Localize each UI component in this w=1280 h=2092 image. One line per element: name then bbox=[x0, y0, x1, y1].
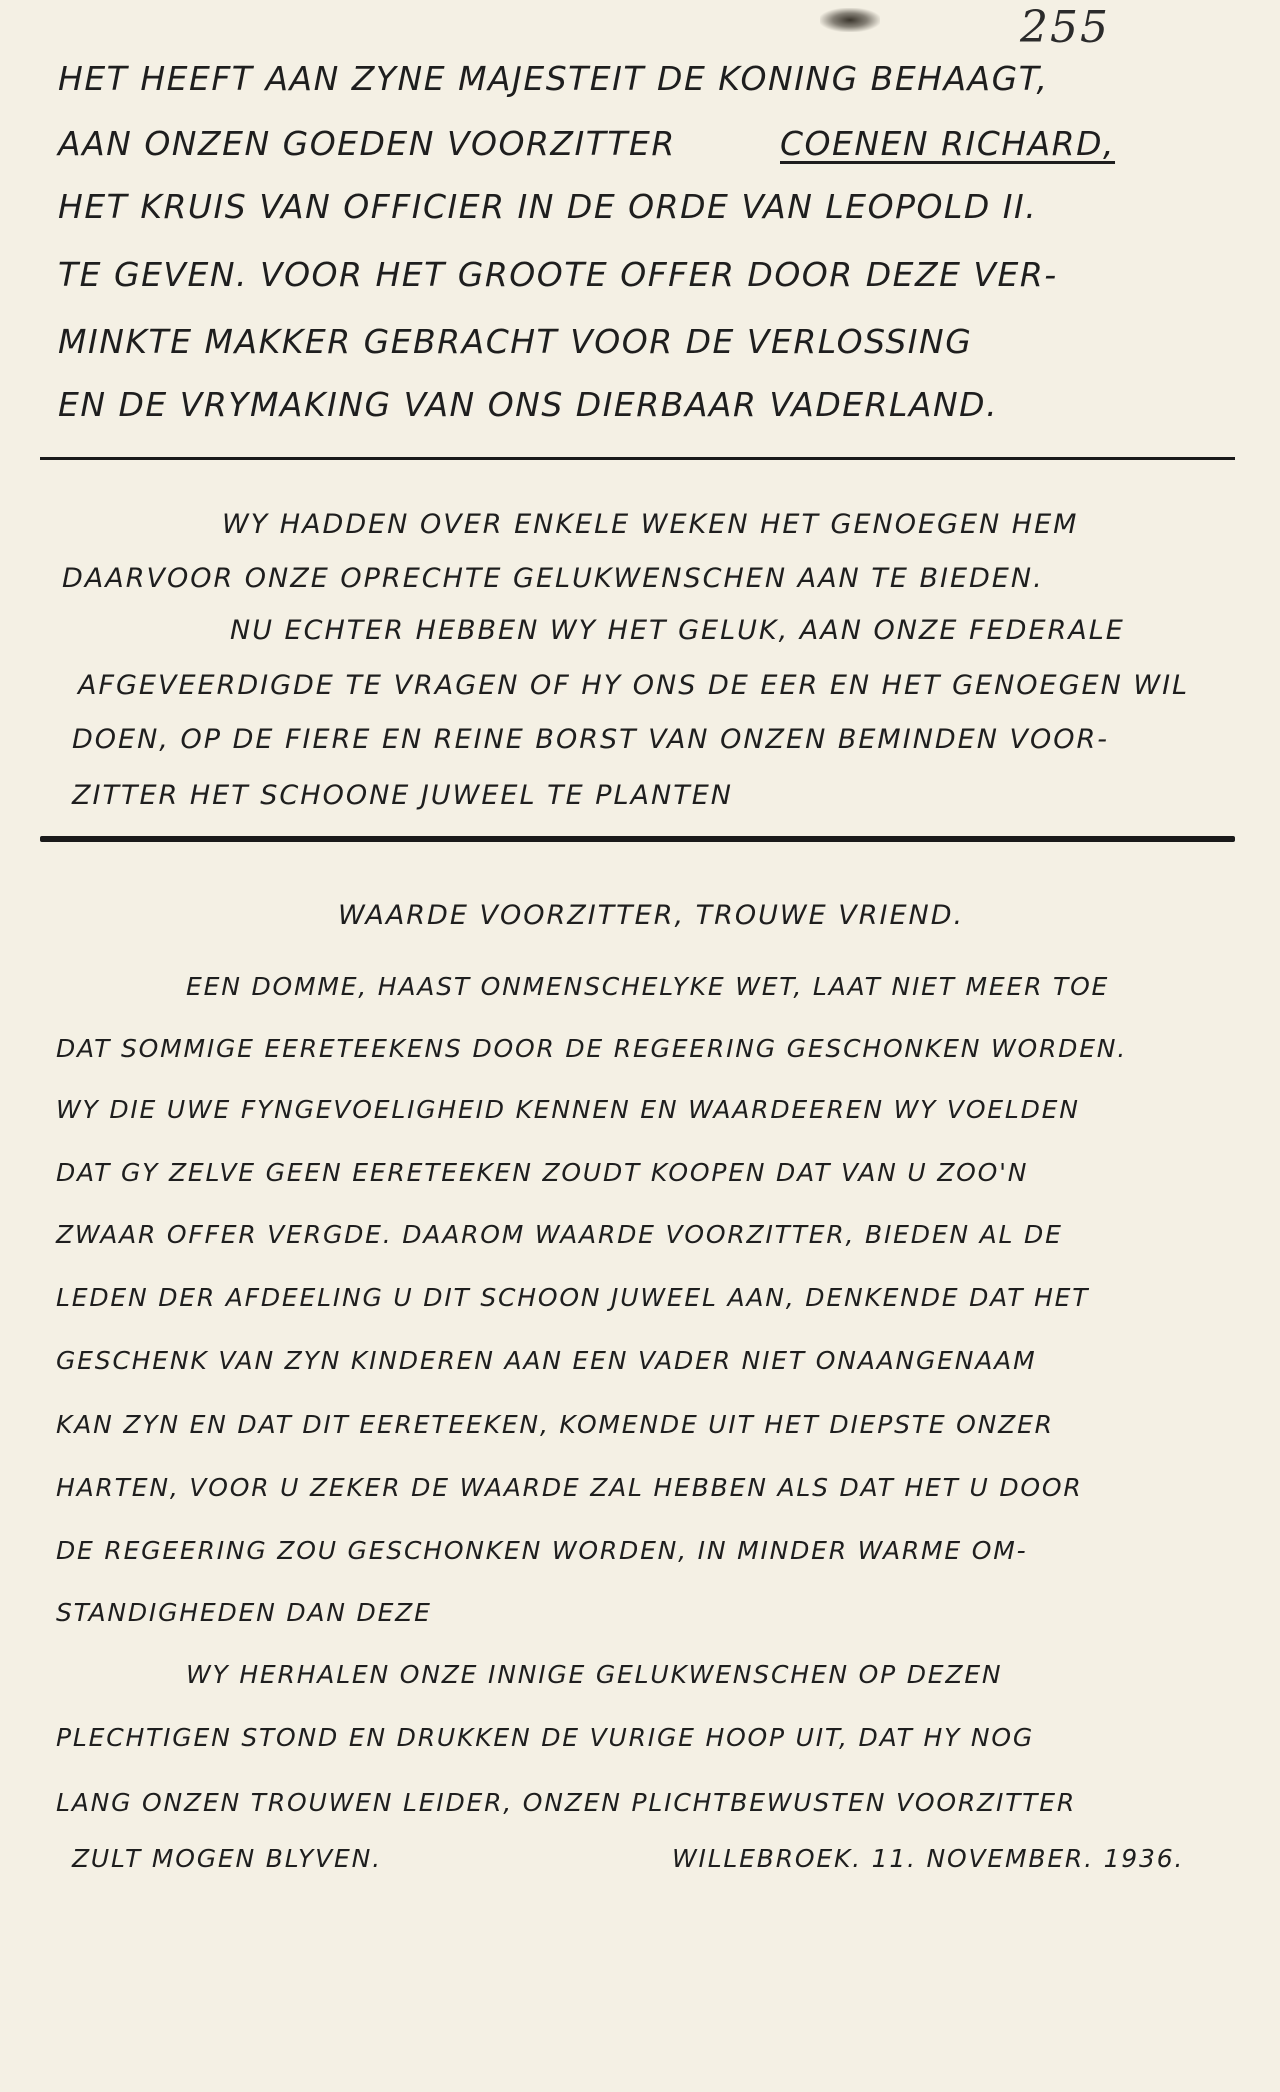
section1-line-5: MINKTE MAKKER GEBRACHT VOOR DE VERLOSSING bbox=[58, 322, 973, 361]
section3-line-7: GESCHENK VAN ZYN KINDEREN AAN EEN VADER NIET ONAANGENAAM bbox=[56, 1346, 1037, 1375]
section3-line-1: EEN DOMME, HAAST ONMENSCHELYKE WET, LAAT NIET MEER TOE bbox=[186, 972, 1110, 1001]
section2-line-4: AFGEVEERDIGDE TE VRAGEN OF HY ONS DE EER EN HET GENOEGEN WIL bbox=[78, 670, 1190, 701]
section3-line-10: DE REGEERING ZOU GESCHONKEN WORDEN, IN MINDER WARME OM- bbox=[56, 1536, 1028, 1565]
chairman-name: COENEN RICHARD, bbox=[780, 124, 1116, 163]
section2-line-5: DOEN, OP DE FIERE EN REINE BORST VAN ONZEN BEMINDEN VOOR- bbox=[72, 724, 1109, 755]
section3-line-15: ZULT MOGEN BLYVEN. bbox=[72, 1844, 382, 1873]
section2-line-3: NU ECHTER HEBBEN WY HET GELUK, AAN ONZE FEDERALE bbox=[230, 615, 1125, 646]
section3-line-9: HARTEN, VOOR U ZEKER DE WAARDE ZAL HEBBEN ALS DAT HET U DOOR bbox=[56, 1473, 1083, 1502]
section3-line-12: WY HERHALEN ONZE INNIGE GELUKWENSCHEN OP DEZEN bbox=[186, 1660, 1003, 1689]
salutation: WAARDE VOORZITTER, TROUWE VRIEND. bbox=[338, 900, 965, 931]
ink-stain bbox=[820, 8, 880, 32]
section3-line-5: ZWAAR OFFER VERGDE. DAAROM WAARDE VOORZITTER, BIEDEN AL DE bbox=[56, 1220, 1063, 1249]
section1-line-4: TE GEVEN. VOOR HET GROOTE OFFER DOOR DEZE VER- bbox=[58, 255, 1058, 294]
section3-line-4: DAT GY ZELVE GEEN EERETEEKEN ZOUDT KOOPEN DAT VAN U ZOO'N bbox=[56, 1158, 1029, 1187]
divider-rule bbox=[40, 457, 1235, 460]
section1-line-6: EN DE VRYMAKING VAN ONS DIERBAAR VADERLAND. bbox=[58, 385, 999, 424]
page-number: 255 bbox=[1020, 2, 1110, 53]
section3-line-3: WY DIE UWE FYNGEVOELIGHEID KENNEN EN WAARDEEREN WY VOELDEN bbox=[56, 1095, 1080, 1124]
place-and-date: WILLEBROEK. 11. NOVEMBER. 1936. bbox=[672, 1844, 1185, 1873]
section1-line-1: HET HEEFT AAN ZYNE MAJESTEIT DE KONING BEHAAGT, bbox=[58, 59, 1049, 98]
section3-line-2: DAT SOMMIGE EERETEEKENS DOOR DE REGEERING GESCHONKEN WORDEN. bbox=[56, 1034, 1128, 1063]
section1-line-3: HET KRUIS VAN OFFICIER IN DE ORDE VAN LEOPOLD II. bbox=[58, 187, 1038, 226]
section3-line-8: KAN ZYN EN DAT DIT EERETEEKEN, KOMENDE UIT HET DIEPSTE ONZER bbox=[56, 1410, 1054, 1439]
section2-line-6: ZITTER HET SCHOONE JUWEEL TE PLANTEN bbox=[72, 780, 733, 811]
section3-line-11: STANDIGHEDEN DAN DEZE bbox=[56, 1598, 432, 1627]
section3-line-6: LEDEN DER AFDEELING U DIT SCHOON JUWEEL AAN, DENKENDE DAT HET bbox=[56, 1283, 1090, 1312]
section1-line-2: AAN ONZEN GOEDEN VOORZITTER bbox=[58, 124, 676, 163]
section3-line-13: PLECHTIGEN STOND EN DRUKKEN DE VURIGE HOOP UIT, DAT HY NOG bbox=[56, 1723, 1035, 1752]
divider-rule-thick bbox=[40, 836, 1235, 842]
section2-line-2: DAARVOOR ONZE OPRECHTE GELUKWENSCHEN AAN TE BIEDEN. bbox=[62, 563, 1044, 594]
section3-line-14: LANG ONZEN TROUWEN LEIDER, ONZEN PLICHTBEWUSTEN VOORZITTER bbox=[56, 1788, 1077, 1817]
section2-line-1: WY HADDEN OVER ENKELE WEKEN HET GENOEGEN HEM bbox=[222, 509, 1079, 540]
